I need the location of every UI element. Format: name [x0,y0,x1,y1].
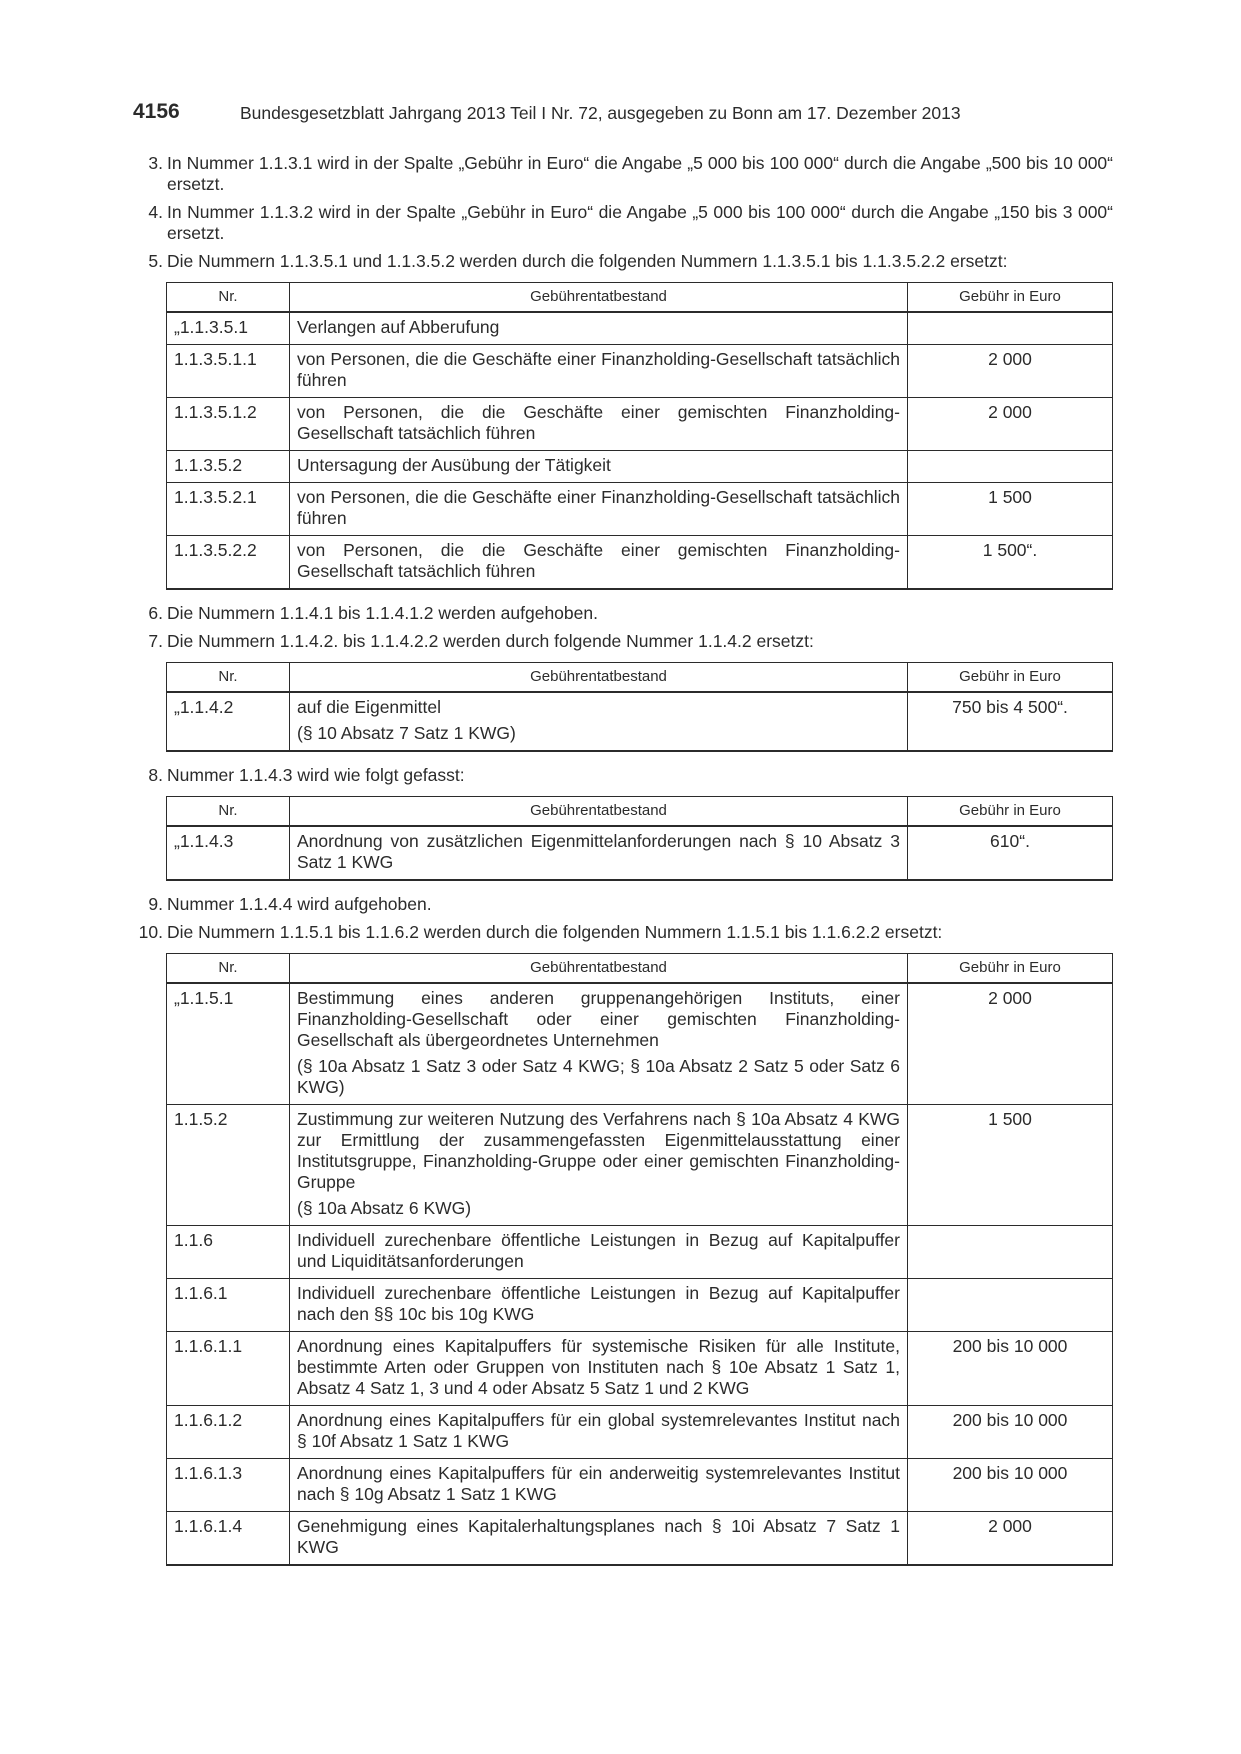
cell-nr: 1.1.6.1.1 [167,1332,290,1406]
cell-description: Genehmigung eines Kapitalerhaltungsplanes nach § 10i Absatz 7 Satz 1 KWG [290,1512,908,1566]
cell-fee: 2 000 [908,1512,1113,1566]
table-row [167,1279,1113,1332]
table-row [167,345,1113,398]
cell-nr: „1.1.4.2 [167,692,290,751]
cell-nr: 1.1.6.1.2 [167,1406,290,1459]
cell-fee: 200 bis 10 000 [908,1332,1113,1406]
column-header-fee: Gebühr in Euro [908,797,1113,827]
cell-fee: 750 bis 4 500“. [908,692,1113,751]
cell-description: Anordnung eines Kapitalpuffers für systemische Risiken für alle Institute, bestimmte Arten oder Gruppen von Instituten nach § 10e Absatz 1 Satz 1, Absatz 4 Satz 1, 3 und 4 oder Absatz 5 Satz 1 und 2 KWG [290,1332,908,1406]
table-row [167,536,1113,590]
cell-description: Individuell zurechenbare öffentliche Leistungen in Bezug auf Kapitalpuffer nach den §§ 10c bis 10g KWG [290,1279,908,1332]
item-number: 6. [148,603,163,623]
cell-description [290,692,908,751]
cell-fee: 2 000 [908,398,1113,451]
cell-description: Untersagung der Ausübung der Tätigkeit [290,451,908,483]
cell-fee [908,312,1113,345]
column-header-fee: Gebühr in Euro [908,954,1113,984]
list-item [133,922,1113,943]
item-text: In Nummer 1.1.3.1 wird in der Spalte „Gebühr in Euro“ die Angabe „5 000 bis 100 000“ durch die Angabe „500 bis 10 000“ ersetzt. [167,153,1113,194]
page-title: Bundesgesetzblatt Jahrgang 2013 Teil I Nr. 72, ausgegeben zu Bonn am 17. Dezember 2013 [240,103,961,123]
cell-fee [908,1226,1113,1279]
column-header-nr: Nr. [167,954,290,984]
cell-nr: „1.1.4.3 [167,826,290,880]
cell-description: von Personen, die die Geschäfte einer Finanzholding-Gesellschaft tatsächlich führen [290,345,908,398]
list-item [133,894,1113,915]
list-item [133,765,1113,786]
item-number: 7. [148,631,163,651]
item-text: Nummer 1.1.4.4 wird aufgehoben. [167,894,432,914]
table-row [167,312,1113,345]
item-number: 8. [148,765,163,785]
column-header-fee: Gebühr in Euro [908,663,1113,693]
cell-fee: 2 000 [908,983,1113,1105]
cell-fee: 1 500 [908,1105,1113,1226]
cell-fee: 2 000 [908,345,1113,398]
column-header-nr: Nr. [167,797,290,827]
legal-reference: (§ 10a Absatz 6 KWG) [297,1198,472,1218]
item-text: Die Nummern 1.1.5.1 bis 1.1.6.2 werden durch die folgenden Nummern 1.1.5.1 bis 1.1.6.2.2 ersetzt: [167,922,943,942]
column-header-nr: Nr. [167,283,290,313]
cell-nr: 1.1.3.5.1.1 [167,345,290,398]
cell-fee: 200 bis 10 000 [908,1459,1113,1512]
cell-fee: 610“. [908,826,1113,880]
description-text: Zustimmung zur weiteren Nutzung des Verfahrens nach § 10a Absatz 4 KWG zur Ermittlung der zusammengefassten Eigenmittelausstattung einer Institutsgruppe, Finanzholding-Gruppe oder einer gemischten Finanzholding-Gruppe [297,1109,900,1192]
cell-nr: 1.1.3.5.2.1 [167,483,290,536]
table-row [167,398,1113,451]
item-number: 9. [148,894,163,914]
column-header-description: Gebührentatbestand [290,954,908,984]
cell-fee: 1 500 [908,483,1113,536]
item-text: Die Nummern 1.1.4.1 bis 1.1.4.1.2 werden aufgehoben. [167,603,598,623]
cell-nr: 1.1.3.5.2 [167,451,290,483]
cell-description: Anordnung eines Kapitalpuffers für ein anderweitig systemrelevantes Institut nach § 10g Absatz 1 Satz 1 KWG [290,1459,908,1512]
cell-description [290,1105,908,1226]
cell-nr: 1.1.6.1.3 [167,1459,290,1512]
description-text: Bestimmung eines anderen gruppenangehörigen Instituts, einer Finanzholding-Gesellschaft oder einer gemischten Finanzholding-Gesellschaft als übergeordnetes Unternehmen [297,988,900,1050]
table-row [167,451,1113,483]
table-row [167,1512,1113,1566]
cell-description: Anordnung eines Kapitalpuffers für ein global systemrelevantes Institut nach § 10f Absatz 1 Satz 1 KWG [290,1406,908,1459]
cell-fee: 200 bis 10 000 [908,1406,1113,1459]
description-text: auf die Eigenmittel [297,697,441,717]
cell-fee: 1 500“. [908,536,1113,590]
cell-description: von Personen, die die Geschäfte einer gemischten Finanzholding-Gesellschaft tatsächlich führen [290,536,908,590]
fee-table-2 [166,662,1113,752]
legal-reference: (§ 10a Absatz 1 Satz 3 oder Satz 4 KWG; § 10a Absatz 2 Satz 5 oder Satz 6 KWG) [297,1056,900,1097]
page-header [133,101,1113,127]
table-header-row [167,663,1113,693]
table-row [167,1105,1113,1226]
item-number: 4. [148,202,163,222]
table-row [167,483,1113,536]
list-item [133,631,1113,652]
fee-table-3 [166,796,1113,881]
table-row [167,983,1113,1105]
column-header-description: Gebührentatbestand [290,797,908,827]
table-row [167,1226,1113,1279]
table-header-row [167,283,1113,313]
column-header-nr: Nr. [167,663,290,693]
cell-description: Individuell zurechenbare öffentliche Leistungen in Bezug auf Kapitalpuffer und Liquiditätsanforderungen [290,1226,908,1279]
item-text: Die Nummern 1.1.4.2. bis 1.1.4.2.2 werden durch folgende Nummer 1.1.4.2 ersetzt: [167,631,814,651]
cell-nr: 1.1.5.2 [167,1105,290,1226]
cell-nr: „1.1.5.1 [167,983,290,1105]
column-header-fee: Gebühr in Euro [908,283,1113,313]
table-header-row [167,797,1113,827]
table-row [167,1332,1113,1406]
table-row [167,1459,1113,1512]
fee-table-1 [166,282,1113,590]
cell-description: Verlangen auf Abberufung [290,312,908,345]
item-text: In Nummer 1.1.3.2 wird in der Spalte „Gebühr in Euro“ die Angabe „5 000 bis 100 000“ durch die Angabe „150 bis 3 000“ ersetzt. [167,202,1113,243]
list-item [133,603,1113,624]
cell-nr: 1.1.6.1.4 [167,1512,290,1566]
cell-description: von Personen, die die Geschäfte einer Finanzholding-Gesellschaft tatsächlich führen [290,483,908,536]
fee-table-4 [166,953,1113,1566]
cell-nr: 1.1.6 [167,1226,290,1279]
item-text: Die Nummern 1.1.3.5.1 und 1.1.3.5.2 werden durch die folgenden Nummern 1.1.3.5.1 bis 1.1.3.5.2.2 ersetzt: [167,251,1008,271]
cell-nr: „1.1.3.5.1 [167,312,290,345]
table-row [167,1406,1113,1459]
cell-nr: 1.1.6.1 [167,1279,290,1332]
cell-fee [908,1279,1113,1332]
document-body [133,153,1113,1579]
cell-nr: 1.1.3.5.2.2 [167,536,290,590]
list-item [133,251,1113,272]
column-header-description: Gebührentatbestand [290,663,908,693]
table-header-row [167,954,1113,984]
item-number: 10. [138,922,163,942]
item-text: Nummer 1.1.4.3 wird wie folgt gefasst: [167,765,465,785]
table-row [167,692,1113,751]
list-item [133,153,1113,195]
item-number: 5. [148,251,163,271]
column-header-description: Gebührentatbestand [290,283,908,313]
cell-description [290,983,908,1105]
legal-reference: (§ 10 Absatz 7 Satz 1 KWG) [297,723,516,743]
table-row [167,826,1113,880]
item-number: 3. [148,153,163,173]
cell-description: von Personen, die die Geschäfte einer gemischten Finanzholding-Gesellschaft tatsächlich führen [290,398,908,451]
page-number: 4156 [133,100,180,123]
cell-description: Anordnung von zusätzlichen Eigenmittelanforderungen nach § 10 Absatz 3 Satz 1 KWG [290,826,908,880]
cell-nr: 1.1.3.5.1.2 [167,398,290,451]
list-item [133,202,1113,244]
cell-fee [908,451,1113,483]
